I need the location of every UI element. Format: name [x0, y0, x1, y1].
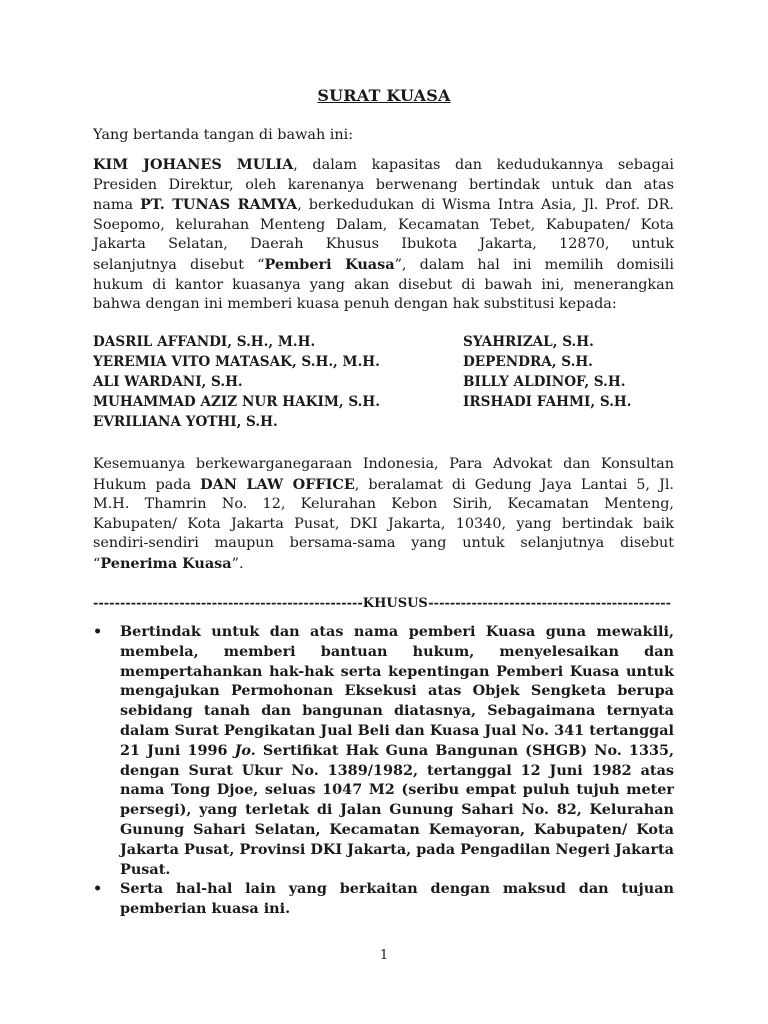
bullet-line: 21 Juni 1996 Jo. Sertifikat Hak Guna Bangunan (SHGB) No. 1335, — [120, 741, 674, 759]
page-number: 1 — [379, 948, 389, 963]
attorney-name: DASRIL AFFANDI, S.H., M.H. — [93, 334, 316, 350]
paragraph-line: Jakarta Selatan, Daerah Khusus Ibukota Jakarta, 12870, untuk — [93, 236, 674, 253]
document-title: SURAT KUASA — [317, 86, 451, 105]
attorney-name: SYAHRIZAL, S.H. — [463, 334, 594, 350]
bullet-item — [93, 622, 674, 879]
bullet-line: dengan Surat Ukur No. 1389/1982, tertanggal 12 Juni 1982 atas — [120, 761, 674, 779]
intro-text: Yang bertanda tangan di bawah ini: — [93, 127, 354, 143]
paragraph-line: sendiri-sendiri maupun bersama-sama yang untuk selanjutnya disebut — [93, 535, 674, 552]
attorney-name: BILLY ALDINOF, S.H. — [463, 374, 626, 390]
attorney-name: ALI WARDANI, S.H. — [93, 374, 243, 390]
bullet-line: mempertahankan hak-hak serta kepentingan Pemberi Kuasa untuk — [120, 662, 674, 680]
paragraph-line: bahwa dengan ini memberi kuasa penuh dengan hak substitusi kepada: — [93, 296, 617, 313]
bullet-line: Jakarta Pusat, Provinsi DKI Jakarta, pada Pengadilan Negeri Jakarta — [120, 840, 674, 858]
paragraph-line: Hukum pada DAN LAW OFFICE, beralamat di Gedung Jaya Lantai 5, Jl. — [93, 475, 675, 493]
bullet-icon: • — [93, 623, 103, 640]
attorney-name: EVRILIANA YOTHI, S.H. — [93, 414, 278, 430]
paragraph-line: Soepomo, kelurahan Menteng Dalam, Kecamatan Tebet, Kabupaten/ Kota — [93, 216, 674, 233]
bullet-item — [93, 879, 674, 919]
paragraph-line: Kabupaten/ Kota Jakarta Pusat, DKI Jakarta, 10340, yang bertindak baik — [93, 515, 674, 532]
attorney-name: MUHAMMAD AZIZ NUR HAKIM, S.H. — [93, 394, 380, 410]
paragraph-line: “Penerima Kuasa”. — [93, 554, 244, 572]
grantee-paragraph — [93, 455, 674, 575]
bullet-line: Serta hal-hal lain yang berkaitan dengan maksud dan tujuan — [120, 880, 674, 898]
bullet-line: Pusat. — [120, 860, 171, 878]
attorney-list-right — [463, 332, 632, 412]
bullet-line: persegi), yang terletak di Jalan Gunung Sahari No. 82, Kelurahan — [120, 801, 674, 819]
bullet-line: sebidang tanah dan bangunan diatasnya, Sebagaimana ternyata — [120, 702, 674, 720]
paragraph-line: Kesemuanya berkewarganegaraan Indonesia, Para Advokat dan Konsultan — [93, 456, 674, 472]
special-powers-list — [93, 622, 674, 919]
bullet-line: nama Tong Djoe, seluas 1047 M2 (seribu empat puluh tujuh meter — [120, 781, 674, 799]
khusus-divider: --------------------------------------------------KHUSUS--------------------------------------------- — [93, 596, 672, 611]
attorney-name: IRSHADI FAHMI, S.H. — [463, 394, 632, 410]
paragraph-line: KIM JOHANES MULIA, dalam kapasitas dan kedudukannya sebagai — [93, 156, 674, 173]
paragraph-line: hukum di kantor kuasanya yang akan disebut di bawah ini, menerangkan — [93, 276, 674, 293]
attorney-name: DEPENDRA, S.H. — [463, 354, 593, 370]
bullet-icon: • — [93, 880, 103, 898]
bullet-line: membela, memberi bantuan hukum, menyelesaikan dan — [120, 642, 674, 660]
paragraph-line: Presiden Direktur, oleh karenanya berwenang bertindak untuk dan atas — [93, 176, 674, 193]
paragraph-line: M.H. Thamrin No. 12, Kelurahan Kebon Sirih, Kecamatan Menteng, — [93, 496, 674, 513]
bullet-line: Bertindak untuk dan atas nama pemberi Kuasa guna mewakili, — [120, 623, 674, 640]
bullet-line: Gunung Sahari Selatan, Kecamatan Kemayoran, Kabupaten/ Kota — [120, 820, 674, 838]
paragraph-line: selanjutnya disebut “Pemberi Kuasa”, dalam hal ini memilih domisili — [93, 255, 674, 273]
paragraph-line: nama PT. TUNAS RAMYA, berkedudukan di Wisma Intra Asia, Jl. Prof. DR. — [93, 196, 674, 214]
bullet-line: mengajukan Permohonan Eksekusi atas Objek Sengketa berupa — [120, 682, 674, 700]
attorney-name: YEREMIA VITO MATASAK, S.H., M.H. — [93, 354, 380, 370]
attorney-list-left — [93, 332, 380, 432]
grantor-paragraph — [93, 155, 674, 315]
bullet-line: pemberian kuasa ini. — [120, 900, 291, 918]
bullet-line: dalam Surat Pengikatan Jual Beli dan Kuasa Jual No. 341 tertanggal — [120, 721, 674, 739]
